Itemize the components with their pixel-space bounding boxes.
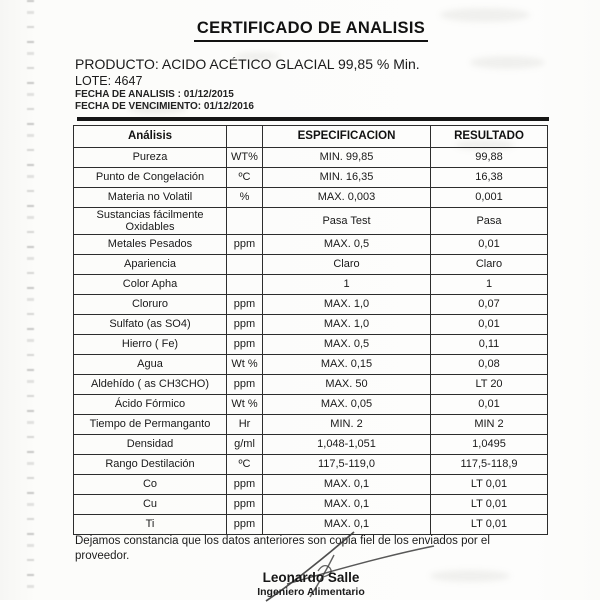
analysis-cell: Color Apha — [74, 275, 227, 295]
analysis-cell: Sustancias fácilmente Oxidables — [74, 208, 227, 235]
spec-cell: MAX. 0,1 — [263, 495, 431, 515]
table-row — [74, 475, 548, 495]
analysis-table — [73, 125, 548, 535]
analysis-cell: Ácido Fórmico — [74, 395, 227, 415]
table-row — [74, 515, 548, 535]
spec-cell: 1 — [263, 275, 431, 295]
analysis-cell: Materia no Volatil — [74, 188, 227, 208]
table-row — [74, 235, 548, 255]
result-cell: LT 0,01 — [431, 515, 548, 535]
unit-cell — [227, 208, 263, 235]
unit-cell: ppm — [227, 235, 263, 255]
result-cell: Pasa — [431, 208, 548, 235]
table-row — [74, 395, 548, 415]
spec-cell: MAX. 0,05 — [263, 395, 431, 415]
unit-cell: ppm — [227, 475, 263, 495]
table-row — [74, 255, 548, 275]
spec-cell: MAX. 0,15 — [263, 355, 431, 375]
result-cell: 0,11 — [431, 335, 548, 355]
signer-name: Leonardo Salle — [262, 570, 360, 585]
table-row — [74, 495, 548, 515]
table-header-row — [74, 126, 548, 148]
title-wrap — [22, 19, 600, 42]
table-row — [74, 355, 548, 375]
unit-cell: ppm — [227, 315, 263, 335]
result-cell: 0,001 — [431, 188, 548, 208]
spec-cell: MIN. 2 — [263, 415, 431, 435]
unit-cell: Wt % — [227, 355, 263, 375]
product-line: PRODUCTO: ACIDO ACÉTICO GLACIAL 99,85 % Min. — [75, 56, 420, 72]
unit-cell: g/ml — [227, 435, 263, 455]
unit-cell: ppm — [227, 515, 263, 535]
header-unit — [227, 126, 263, 148]
header-rule — [77, 117, 549, 121]
header-especificacion: ESPECIFICACION — [263, 126, 431, 148]
table-row — [74, 455, 548, 475]
spec-cell: MAX. 0,1 — [263, 515, 431, 535]
result-cell: 16,38 — [431, 168, 548, 188]
unit-cell: ppm — [227, 375, 263, 395]
table-row — [74, 148, 548, 168]
table-row — [74, 415, 548, 435]
analysis-cell: Tiempo de Permanganto — [74, 415, 227, 435]
result-cell: MIN 2 — [431, 415, 548, 435]
signer-title: Ingeniero Alimentario — [257, 586, 365, 598]
analysis-cell: Sulfato (as SO4) — [74, 315, 227, 335]
table-row — [74, 275, 548, 295]
footer-note-line2: proveedor. — [75, 549, 130, 562]
result-cell: 1,0495 — [431, 435, 548, 455]
spec-cell: MAX. 0,1 — [263, 475, 431, 495]
spec-cell: MAX. 0,003 — [263, 188, 431, 208]
spec-cell: 117,5-119,0 — [263, 455, 431, 475]
spec-cell: MAX. 0,5 — [263, 235, 431, 255]
spec-cell: MAX. 0,5 — [263, 335, 431, 355]
header-resultado: RESULTADO — [431, 126, 548, 148]
analysis-cell: Apariencia — [74, 255, 227, 275]
analysis-cell: Metales Pesados — [74, 235, 227, 255]
lot-line: LOTE: 4647 — [75, 74, 143, 88]
result-cell: 0,07 — [431, 295, 548, 315]
result-cell: LT 20 — [431, 375, 548, 395]
result-cell: 99,88 — [431, 148, 548, 168]
unit-cell — [227, 275, 263, 295]
product-info-block — [75, 56, 420, 112]
spec-cell: Claro — [263, 255, 431, 275]
result-cell: 0,01 — [431, 235, 548, 255]
unit-cell: WT% — [227, 148, 263, 168]
analysis-cell: Densidad — [74, 435, 227, 455]
unit-cell: ppm — [227, 495, 263, 515]
unit-cell: ºC — [227, 455, 263, 475]
analysis-cell: Rango Destilación — [74, 455, 227, 475]
spec-cell: MIN. 99,85 — [263, 148, 431, 168]
analysis-cell: Ti — [74, 515, 227, 535]
result-cell: 0,08 — [431, 355, 548, 375]
result-cell: 117,5-118,9 — [431, 455, 548, 475]
table-row — [74, 375, 548, 395]
result-cell: LT 0,01 — [431, 495, 548, 515]
analysis-cell: Cloruro — [74, 295, 227, 315]
document-title: CERTIFICADO DE ANALISIS — [194, 19, 428, 42]
spec-cell: MIN. 16,35 — [263, 168, 431, 188]
table-row — [74, 295, 548, 315]
result-cell: 0,01 — [431, 315, 548, 335]
table-row — [74, 168, 548, 188]
table-row — [74, 435, 548, 455]
table-row — [74, 315, 548, 335]
signer-block — [191, 570, 431, 598]
unit-cell: ppm — [227, 335, 263, 355]
analysis-cell: Co — [74, 475, 227, 495]
analysis-cell: Punto de Congelación — [74, 168, 227, 188]
spec-cell: Pasa Test — [263, 208, 431, 235]
table-row — [74, 188, 548, 208]
analysis-cell: Agua — [74, 355, 227, 375]
unit-cell — [227, 255, 263, 275]
table-row — [74, 335, 548, 355]
analysis-cell: Cu — [74, 495, 227, 515]
unit-cell: ºC — [227, 168, 263, 188]
unit-cell: ppm — [227, 295, 263, 315]
result-cell: 0,01 — [431, 395, 548, 415]
expiry-date-line: FECHA DE VENCIMIENTO: 01/12/2016 — [75, 100, 254, 112]
scan-smudge — [430, 570, 510, 582]
spec-cell: MAX. 1,0 — [263, 295, 431, 315]
footer-note-line1: Dejamos constancia que los datos anteriores son copia fiel de los enviados por el — [75, 535, 490, 547]
spec-cell: MAX. 1,0 — [263, 315, 431, 335]
result-cell: Claro — [431, 255, 548, 275]
footer-note — [75, 534, 490, 563]
analysis-cell: Pureza — [74, 148, 227, 168]
analysis-date-line: FECHA DE ANALISIS : 01/12/2015 — [75, 89, 234, 100]
unit-cell: % — [227, 188, 263, 208]
spec-cell: MAX. 50 — [263, 375, 431, 395]
analysis-cell: Hierro ( Fe) — [74, 335, 227, 355]
table-body — [74, 148, 548, 535]
result-cell: 1 — [431, 275, 548, 295]
unit-cell: Wt % — [227, 395, 263, 415]
spec-cell: 1,048-1,051 — [263, 435, 431, 455]
scan-edge-speckles — [27, 0, 34, 600]
result-cell: LT 0,01 — [431, 475, 548, 495]
scan-smudge — [470, 56, 545, 69]
unit-cell: Hr — [227, 415, 263, 435]
analysis-cell: Aldehído ( as CH3CHO) — [74, 375, 227, 395]
table-row — [74, 208, 548, 235]
header-analisis: Análisis — [74, 126, 227, 148]
